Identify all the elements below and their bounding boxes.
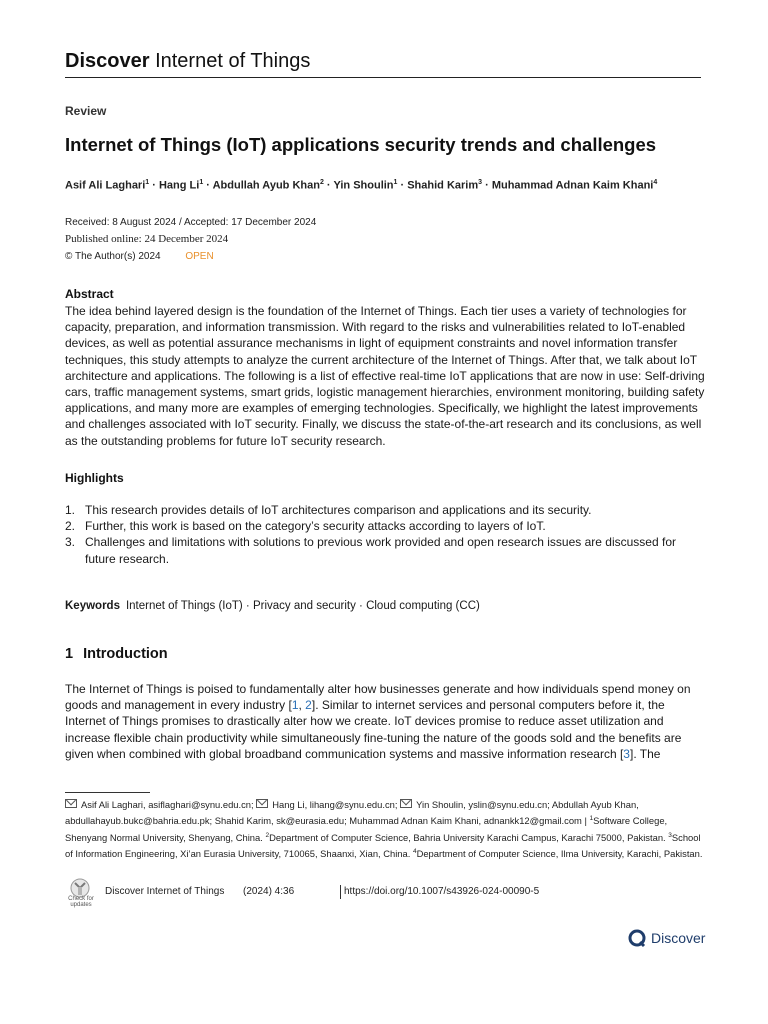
envelope-icon (400, 799, 412, 808)
section-heading-introduction (65, 646, 168, 662)
list-item: 1. This research provides details of IoT architectures comparison and applications and its security. (65, 503, 592, 517)
copyright-text: © The Author(s) 2024 (65, 251, 161, 262)
section-title: Introduction (83, 646, 168, 662)
author-footnote: Asif Ali Laghari, asiflaghari@synu.edu.cn; Hang Li, lihang@synu.edu.cn; Yin Shoulin, yslin@synu.edu.cn; Abdullah Ayub Khan, abdullahayub.bukc@bahria.edu.pk; Shahid Karim, sk@eurasia.edu; Muhammad Adnan Kaim Khani, adnankk12@gmail.com | $^1$Software College, Shenyang Normal University, Shenyang, China. $^2$Department of Computer Science, Bahria University Karachi Campus, Karachi 75000, Pakistan. $^3$School of Information Engineering, Xi’an Eurasia University, 710065, Shaanxi, Xian, China. $^4$Department of Computer Science, Ilma University, Karachi, Pakistan. (65, 799, 703, 859)
author-affiliation: 1 (393, 179, 398, 186)
journal-name-bold: Discover (65, 50, 150, 72)
footer-separator (340, 885, 341, 899)
author-name[interactable]: Shahid Karim (407, 179, 479, 192)
contact-email[interactable]: Asif Ali Laghari, asiflaghari@synu.edu.cn; (81, 799, 254, 810)
author-name[interactable]: Yin Shoulin (333, 179, 394, 192)
affiliation: Department of Computer Science, Ilma University, Karachi, Pakistan. (416, 847, 703, 859)
footnote-rule (65, 792, 150, 793)
publisher-logo-text: Discover (651, 930, 706, 946)
abstract-text: The idea behind layered design is the foundation of the Internet of Things. Each tier uses a variety of technologies for capacity, preparation, and information transmission. With regard to the risks and vulnerabilities related to IoT-enabled devices, as well as potential assurance mechanisms in light of equipment constraints and novel information transfer techniques, this study attempts to analyze the current architecture of the Internet of Things. After that, we talk about IoT architecture and applications. The following is a list of effective real-time IoT applications that are now in use: Self-driving cars, traffic management systems, smart grids, logistic management hierarchies, environment monitoring, building safety applications, and many more are examples of emerging technologies. Specifically, we highlight the latest improvements and challenges associated with IoT security. Finally, we discuss the state-of-the-art research and its conclusions, as well as the outstanding problems for future IoT security research. (65, 304, 705, 448)
citation-link[interactable]: 2 (305, 698, 312, 713)
author-affiliation: 1 (199, 179, 204, 186)
discover-logo-icon (627, 928, 647, 948)
author-affiliation: 3 (478, 179, 483, 186)
author-name[interactable]: Muhammad Adnan Kaim Khani (491, 179, 654, 192)
affiliation: Department of Computer Science, Bahria University Karachi Campus, Karachi 75000, Pakistan. (269, 831, 666, 843)
abstract-heading: Abstract (65, 287, 114, 301)
envelope-icon (65, 799, 77, 808)
contact-email[interactable]: Hang Li, lihang@synu.edu.cn; (272, 799, 398, 810)
highlights-list (65, 502, 705, 567)
footer-journal: Discover Internet of Things (105, 886, 225, 897)
article-type: Review (65, 104, 107, 118)
author-name[interactable]: Hang Li (158, 179, 200, 192)
section-number: 1 (65, 646, 74, 662)
keywords-label: Keywords (65, 600, 120, 612)
author-affiliation: 2 (319, 179, 324, 186)
list-item: 3. Challenges and limitations with solutions to previous work provided and open research issues are discussed for future research. (65, 535, 676, 566)
citation-link[interactable]: 3 (623, 746, 630, 761)
published-date: Published online: 24 December 2024 (65, 233, 229, 245)
article-title: Internet of Things (IoT) applications security trends and challenges (65, 134, 657, 155)
open-access-badge: OPEN (185, 251, 214, 262)
highlights-heading: Highlights (65, 471, 124, 485)
affiliation: School of Information Engineering, Xi’an Eurasia University, 710065, Shaanxi, Xian, China. (65, 831, 701, 859)
citation-link[interactable]: 1 (291, 698, 299, 713)
keywords (65, 600, 480, 612)
envelope-icon (256, 799, 268, 808)
journal-name-rest: Internet of Things (155, 50, 311, 72)
contact-email[interactable]: Yin Shoulin, yslin@synu.edu.cn; Abdullah Ayub Khan, abdullahayub.bukc@bahria.edu.pk; Shahid Karim, sk@eurasia.edu; Muhammad Adnan Kaim Khani, adnankk12@gmail.com | (65, 799, 639, 827)
journal-header (65, 50, 310, 73)
doi-link[interactable]: https://doi.org/10.1007/s43926-024-00090-5 (344, 886, 540, 897)
header-rule (65, 77, 701, 78)
author-affiliation: 1 (145, 179, 150, 186)
publisher-logo[interactable] (627, 927, 705, 949)
author-affiliation: 4 (653, 179, 658, 186)
author-name[interactable]: Abdullah Ayub Khan (212, 179, 320, 192)
author-list: Asif Ali Laghari$^1$ · Hang $Li^1$ · Abdullah Ayub Khan$^2$ · Yin Shoulin$^1$ · Shahid Karim$^3$ · Muhammad Adnan Kaim Khani$^4$ (65, 179, 658, 192)
received-dates: Received: 8 August 2024 / Accepted: 17 December 2024 (65, 217, 317, 228)
footer-volume: (2024) 4:36 (243, 886, 295, 897)
keywords-text: Internet of Things (IoT) · Privacy and security · Cloud computing (CC) (125, 600, 480, 612)
check-for-updates-label[interactable]: Check for updates (68, 896, 94, 908)
list-item: 2. Further, this work is based on the category’s security attacks according to layers of IoT. (65, 519, 546, 534)
introduction-paragraph: The Internet of Things is poised to fundamentally alter how businesses generate and how individuals spend money on goods and management in every industry [1, 2]. Similar to internet services and personal computers before it, the Internet of Things promises to drastically alter how we create. IoT devices promise to reduce asset utilization and increase flexible chain productivity while simultaneously fine-tuning the nature of the goods sold and the benefits are given when combined with global broadband communication systems and massive information research [3]. The (65, 682, 691, 761)
copyright-line (65, 251, 214, 262)
affiliation: Software College, Shenyang Normal University, Shenyang, China. (65, 815, 668, 843)
author-name[interactable]: Asif Ali Laghari (65, 179, 146, 192)
